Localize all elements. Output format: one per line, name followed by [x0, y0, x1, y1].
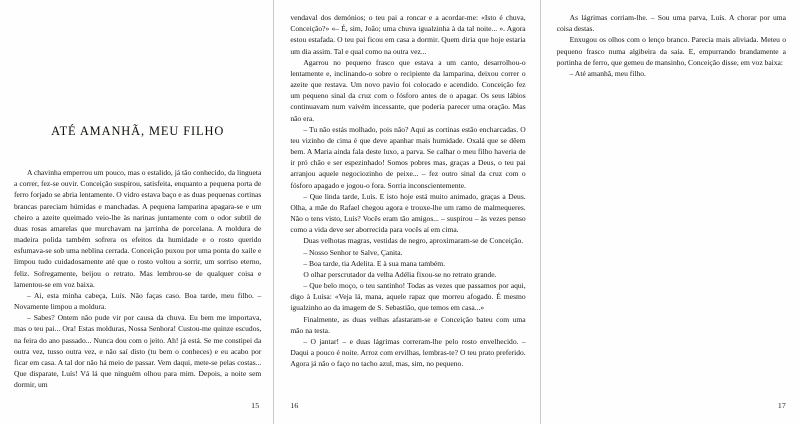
paragraph: Duas velhotas magras, vestidas de negro, aproximaram-se de Conceição. [303, 236, 524, 246]
page-15-body [14, 167, 261, 390]
page-number: 17 [777, 401, 787, 410]
paragraph: As lágrimas corriam-lhe. – Sou uma parva, Luís. A chorar por uma coisa destas. [556, 13, 787, 34]
paragraph: – Tu não estás molhado, pois não? Aqui as cortinas estão encharcadas. O teu vizinho de cima é que deve apanhar mais humidade. Oxalá que se dêem bem. A Maria ainda fala deste luxo, a parva. Se calhar o meu filho haveria de ir pró chão e ser espezinhado! Somos pobres mas, graças a Deus, o teu pai arranjou aquele negociozinho de peixe... – fez outro sinal da cruz com o fósforo apagado e jogou-o fora. Sorria inconscientemente. [290, 124, 526, 190]
paragraph: vendaval dos demónios; o teu pai a roncar e a acordar-me: «Isto é chuva, Conceição?» «– É, sim, João; uma chuva igualzinha à da tal noite... ». Agora estou estafada. O teu pai ficou em casa a dormir. Quem diria que hoje estaria um dia assim. Tal e qual como na outra vez... [290, 13, 526, 56]
paragraph: Enxugou os olhos com o lenço branco. Parecia mais aliviada. Meteu o pequeno frasco numa algibeira da saia. E, empurrando brandamente a portinha de ferro, que gemeu de mansinho, Conceição disse, em voz baixa: [556, 35, 787, 67]
paragraph: – O jantar! – e duas lágrimas correram-lhe pelo rosto envelhecido. – Daqui a pouco é noite. Arroz com ervilhas, lembras-te? O teu prato preferido. Agora já não o faço no tacho azul, mas, sim, no pequeno. [290, 336, 526, 369]
page-number: 15 [251, 401, 260, 410]
paragraph: O olhar perscrutador da velha Adélia fixou-se no retrato grande. [303, 269, 497, 279]
book-page-17 [541, 0, 800, 424]
paragraph: – Até amanhã, meu filho. [569, 68, 646, 78]
paragraph: Agarrou no pequeno frasco que estava a um canto, desarrolhou-o lentamente e, inclinando-o sobre o recipiente da lamparina, deixou correr o azeite que restava. Um novo pavio foi colocado e acendido. Conceição fez um pequeno sinal da cruz com o fósforo antes de o apagar. Os seus lábios continuavam num vaivém incessante, que poderia parecer uma oração. Mas não era. [290, 57, 526, 123]
paragraph: Finalmente, as duas velhas afastaram-se e Conceição bateu com uma mão na testa. [290, 314, 526, 335]
page-16-body [290, 12, 525, 370]
book-page-16 [274, 0, 539, 424]
paragraph: – Sabes? Ontem não pude vir por causa da chuva. Eu bem me importava, mas o teu pai... Ora! Estas molduras, Nossa Senhora! Custou-me quinze escudos, na feira do ano passado... Nunca dou com o jeito. Ah! já está. Se me constipei da outra vez, tusso outra vez, e não saí disto (tu bem o conheces) e eu acabo por ficar em casa. A tal dor não há meio de passar. Vem daqui, mete-se pelas costas... Que disparate, Luís! Vá lá que ninguém olhou para mim. Depois, a noite sem dormir, um [14, 313, 262, 390]
paragraph: A chavinha emperrou um pouco, mas o estalido, já tão conhecido, da lingueta a correr, fez-se ouvir. Conceição suspirou, satisfeita, enquanto a pequena porta de ferro forjado se abria lentamente. O vidro estava baço e as duas pequenas cortinas brancas pareciam húmidas e manchadas. A pequena lamparina apagara-se e um cheiro a azeite queimado veio-lhe às narinas juntamente com o odor subtil de duas rosas amarelas que murchavam na jarrinha de porcelana. A moldura de madeira polida também sofrera os efeitos da humidade e o rosto querido esfumava-se sob uma neblina cerrada. Conceição puxou por uma ponta do xaile e limpou tudo cuidadosamente até que o rosto voltou a sorrir, um sorriso eterno, feliz. Sofregamente, beijou o retrato. Mas lembrou-se de qualquer coisa e lamentou-se em voz baixa. [14, 168, 262, 289]
paragraph: – Nosso Senhor te Salve, Çanita. [303, 247, 403, 257]
paragraph: – Que belo moço, o teu santinho! Todas as vezes que passamos por aqui, digo à Luísa: «Veja lá, mana, aquele rapaz que morreu afogado. É mesmo igualzinho ao da imagem de S. Sebastião, que temos em casa...» [290, 281, 526, 313]
page-17-body [557, 12, 786, 79]
page-number: 16 [290, 401, 299, 410]
paragraph: – Ai, esta minha cabeça, Luís. Não faças caso. Boa tarde, meu filho. – Novamente limpou a moldura. [14, 290, 262, 312]
paragraph: – Que linda tarde, Luís. E isto hoje está muito animado, graças a Deus. Olha, a mãe do Rafael chegou agora e trouxe-lhe um ramo de malmequeres. Não o tens visto, Luís? Vocês eram tão amigos... – suspirou – às vezes penso como a vida deve ser aborrecida para vocês aí em cima. [290, 191, 526, 235]
paragraph: – Boa tarde, tia Adelita. E à sua mana também. [303, 258, 445, 268]
chapter-title: ATÉ AMANHÃ, MEU FILHO [51, 124, 225, 138]
book-page-15 [0, 0, 273, 424]
